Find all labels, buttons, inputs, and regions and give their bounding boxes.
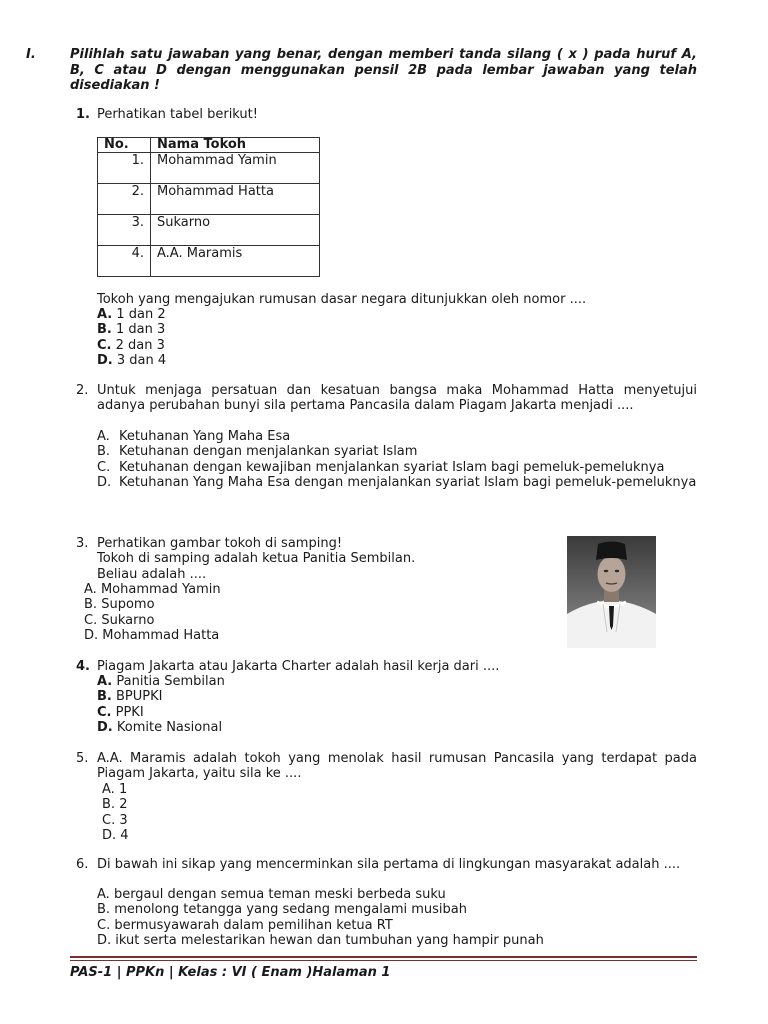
option-c[interactable]: C. bermusyawarah dalam pemilihan ketua RT [97,917,393,933]
figures-table [97,137,320,277]
option-d[interactable]: D. Mohammad Hatta [84,627,220,643]
question-6-options [97,887,544,948]
option-a[interactable]: A. 1 [102,782,128,797]
table-header-name: Nama Tokoh [151,138,320,153]
option-b[interactable]: B. 1 dan 3 [97,322,166,338]
question-4-options [97,674,225,735]
question-1-prompt: Perhatikan tabel berikut! [97,107,258,122]
question-6-text: Di bawah ini sikap yang mencerminkan sila pertama di lingkungan masyarakat adalah .... [97,857,681,872]
option-d[interactable]: D. 3 dan 4 [97,352,167,368]
option-a[interactable]: A. bergaul dengan semua teman meski berbeda suku [97,887,446,902]
option-c[interactable]: C. Sukarno [84,612,155,628]
option-b[interactable]: B. BPUPKI [97,689,163,705]
question-4-text: Piagam Jakarta atau Jakarta Charter adalah hasil kerja dari .... [97,659,500,674]
option-b[interactable]: B. 2 [102,797,128,813]
option-b[interactable]: B. Ketuhanan dengan menjalankan syariat Islam [97,444,418,460]
question-5-options [102,782,129,843]
question-4-number: 4. [76,659,90,674]
option-c[interactable]: C. 3 [102,812,128,828]
option-b[interactable]: B. menolong tetangga yang sedang mengalami musibah [97,902,467,918]
question-1-number: 1. [76,107,90,122]
option-a[interactable]: A. Ketuhanan Yang Maha Esa [97,429,291,444]
question-1-text: Tokoh yang mengajukan rumusan dasar negara ditunjukkan oleh nomor .... [97,292,587,307]
option-d[interactable]: D. Komite Nasional [97,719,223,735]
question-5-number: 5. [76,751,89,766]
table-row: 4. A.A. Maramis [98,246,320,277]
section-number: I. [26,47,36,62]
option-c[interactable]: C. PPKI [97,704,144,720]
option-c[interactable]: C. 2 dan 3 [97,337,165,353]
option-d[interactable]: D. Ketuhanan Yang Maha Esa dengan menjalankan syariat Islam bagi pemeluk-pemeluknya [97,474,697,490]
question-2-number: 2. [76,383,89,398]
option-d[interactable]: D. 4 [102,827,129,843]
option-b[interactable]: B. Supomo [84,597,155,613]
table-row: 3. Sukarno [98,215,320,246]
question-2-options [97,429,697,490]
page-footer: PAS-1 | PPKn | Kelas : VI ( Enam )Halaman 1 [70,965,391,980]
option-a[interactable]: A. Panitia Sembilan [97,674,225,689]
table-row: 2. Mohammad Hatta [98,184,320,215]
question-3-text: Perhatikan gambar tokoh di samping! Tokoh di samping adalah ketua Panitia Sembilan. Beliau adalah .... [97,536,416,582]
instruction-text: Pilihlah satu jawaban yang benar, dengan memberi tanda silang ( x ) pada huruf A, B, C atau D dengan menggunakan pensil 2B pada lembar jawaban yang telah disediakan ! [70,47,697,93]
question-3-options [84,582,221,643]
question-5-text: A.A. Maramis adalah tokoh yang menolak hasil rumusan Pancasila yang terdapat pada Piagam Jakarta, yaitu sila ke .... [97,751,697,782]
portrait-photo [567,536,656,648]
table-row: 1. Mohammad Yamin [98,153,320,184]
footer-divider-thin [70,960,697,961]
footer-divider [70,956,697,958]
option-a[interactable]: A. 1 dan 2 [97,307,166,322]
table-header-no: No. [98,138,151,153]
question-6-number: 6. [76,857,89,872]
question-2-text: Untuk menjaga persatuan dan kesatuan bangsa maka Mohammad Hatta menyetujui adanya perubahan bunyi sila pertama Pancasila dalam Piagam Jakarta menjadi .... [97,383,697,414]
option-d[interactable]: D. ikut serta melestarikan hewan dan tumbuhan yang hampir punah [97,932,544,948]
option-a[interactable]: A. Mohammad Yamin [84,582,221,597]
question-1-options [97,307,166,368]
question-3-number: 3. [76,536,89,551]
option-c[interactable]: C. Ketuhanan dengan kewajiban menjalankan syariat Islam bagi pemeluk-pemeluknya [97,459,665,475]
